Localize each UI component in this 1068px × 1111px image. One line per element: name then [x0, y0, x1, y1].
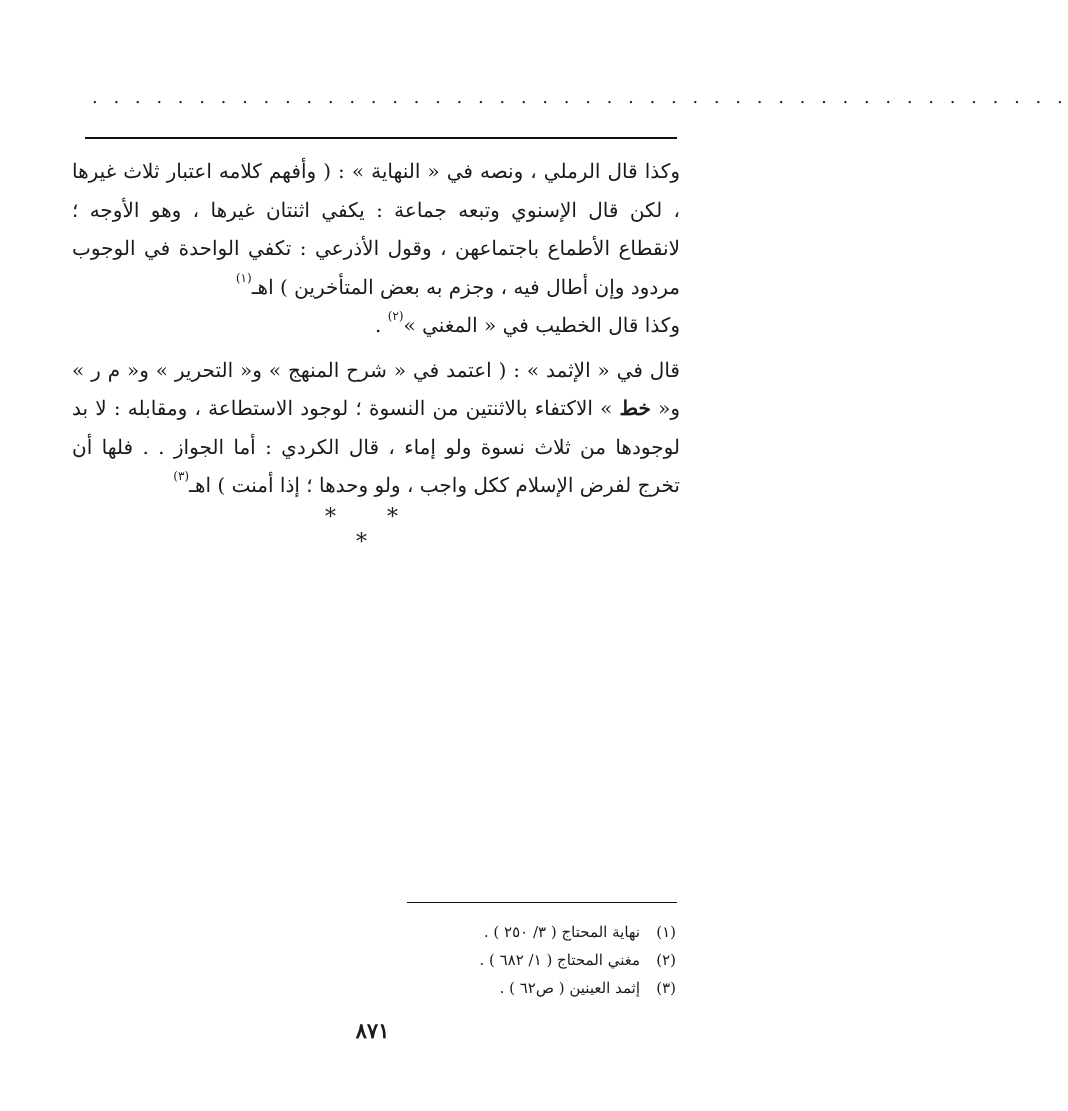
header-rule [85, 137, 677, 139]
footnote-ref-2[interactable]: (٢) [387, 309, 404, 323]
footnote-text: نهاية المحتاج ( ٣/ ٢٥٠ ) . [483, 923, 640, 941]
footnote-number: (٢) [656, 951, 676, 969]
footnote-ref-1[interactable]: (١) [235, 270, 252, 285]
main-text [72, 152, 680, 505]
footnote-rule [407, 902, 677, 903]
paragraph-3-text-a: قال في « الإثمد » : ( اعتمد في « شرح المنهج » و« التحرير » و« م ر » و« [72, 357, 680, 420]
paragraph-3 [72, 351, 680, 505]
paragraph-1-text: وكذا قال الرملي ، ونصه في « النهاية » : ( وأفهم كلامه اعتبار ثلاث غيرها ، لكن قال الإسنوي وتبعه جماعة : يكفي اثنتان غيرها ، وهو الأوجه ؛ لانقطاع الأطماع باجتماعهن ، وقول الأذرعي : تكفي الواحدة في الوجوب مردود وإن أطال فيه ، وجزم به بعض المتأخرين ) اهـ [72, 159, 680, 299]
paragraph-2-tail: . [374, 313, 388, 337]
footnote-ref-3[interactable]: (٣) [173, 469, 190, 483]
footnotes [300, 918, 676, 1002]
paragraph-2 [72, 306, 680, 345]
footnote-item [300, 918, 676, 946]
footnote-item [300, 946, 676, 974]
paragraph-3-text-b: » الاكتفاء بالاثنتين من النسوة ؛ لوجود الاستطاعة ، ومقابله : لا بد لوجودها من ثلاث نسوة ولو إماء ، قال الكردي : أما الجواز . . فلها أن تخرج لفرض الإسلام ككل واجب ، ولو وحدها ؛ إذا أمنت ) اهـ [72, 396, 680, 497]
footnote-text: مغني المحتاج ( ١/ ٦٨٢ ) . [479, 951, 640, 969]
footnote-number: (٣) [656, 979, 676, 997]
header-dotted-line: . . . . . . . . . . . . . . . . . . . . . . . . . . . . . . . . . . . . . . . . . . . . . . [92, 87, 1068, 108]
footnote-number: (١) [656, 923, 676, 941]
page-number: ٨٧١ [355, 1018, 390, 1043]
footnote-text: إثمد العينين ( ص٦٢ ) . [499, 979, 640, 997]
paragraph-3-bold-abbrev: خط [619, 396, 651, 420]
footnote-item [300, 974, 676, 1002]
paragraph-2-text: وكذا قال الخطيب في « المغني » [403, 313, 680, 337]
section-separator: * * * [325, 505, 420, 555]
paragraph-1 [72, 152, 680, 306]
